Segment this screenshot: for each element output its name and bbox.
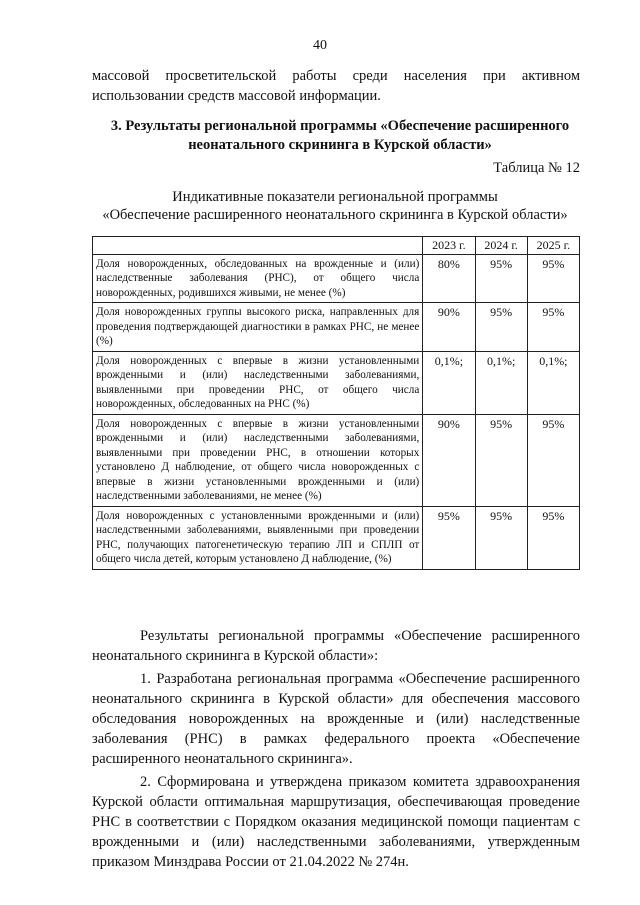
intro-paragraph: массовой просветительской работы среди населения при активном использовании средств массовой информации. — [92, 68, 580, 104]
header-2024: 2024 г. — [475, 237, 527, 255]
section-title: 3. Результаты региональной программы «Обеспечение расширенного неонатального скрининга в Курской области» — [110, 118, 570, 153]
results-item-2: 2. Сформирована и утверждена приказом комитета здравоохранения Курской области оптимальная маршрутизация, обеспечивающая проведение РНС в соответствии с Порядком оказания медицинской помощи пациентам с врожденными и (или) наследственными заболеваниями, утвержденным приказом Минздрава России от 21.04.2022 № 274н. — [92, 774, 580, 870]
value-2023: 80% — [423, 254, 475, 303]
results-intro: Результаты региональной программы «Обеспечение расширенного неонатального скрининга в Курской области»: — [92, 628, 580, 664]
value-2024: 95% — [475, 254, 527, 303]
page-number: 40 — [313, 38, 327, 53]
value-2025: 0,1%; — [527, 351, 579, 414]
header-2025: 2025 г. — [527, 237, 579, 255]
indicator-label: Доля новорожденных группы высокого риска, направленных для проведения подтверждающей диагностики в рамках РНС, не менее (%) — [93, 303, 423, 352]
results-section — [92, 626, 580, 875]
table-caption-line2: «Обеспечение расширенного неонатального скрининга в Курской области» — [102, 207, 568, 223]
header-2023: 2023 г. — [423, 237, 475, 255]
indicators-table — [92, 236, 580, 570]
indicator-label: Доля новорожденных с впервые в жизни установленными врожденными и (или) наследственными заболеваниями, выявленными при проведении РНС, в отношении которых установлено Д наблюдение, от общего числа новорожденных с впервые в жизни установленными врожденными и (или) наследственными заболеваниями, не менее (%) — [93, 414, 423, 506]
value-2023: 90% — [423, 303, 475, 352]
table-row — [93, 254, 580, 303]
table-header-row — [93, 237, 580, 255]
value-2025: 95% — [527, 414, 579, 506]
value-2023: 0,1%; — [423, 351, 475, 414]
value-2024: 0,1%; — [475, 351, 527, 414]
indicator-label: Доля новорожденных с установленными врожденными и (или) наследственными заболеваниями, выявленными при проведении РНС, получающих патогенетическую терапию ЛП и СПЛП от общего числа детей, которым установлено Д наблюдение, (%) — [93, 506, 423, 569]
table-caption — [80, 188, 590, 224]
table-row — [93, 414, 580, 506]
value-2023: 95% — [423, 506, 475, 569]
value-2024: 95% — [475, 506, 527, 569]
table-caption-line1: Индикативные показатели региональной программы — [172, 189, 498, 205]
table-label: Таблица № 12 — [493, 160, 580, 176]
value-2025: 95% — [527, 254, 579, 303]
value-2025: 95% — [527, 506, 579, 569]
indicator-label: Доля новорожденных, обследованных на врожденные и (или) наследственные заболевания (РНС), от общего числа новорожденных, родившихся живыми, не менее (%) — [93, 254, 423, 303]
value-2024: 95% — [475, 414, 527, 506]
table-row — [93, 351, 580, 414]
results-item-1: 1. Разработана региональная программа «Обеспечение расширенного неонатального скрининга в Курской области» для обеспечения массового обследования новорожденных на врожденные и (или) наследственные заболевания (РНС) в рамках федерального проекта «Обеспечение расширенного неонатального скрининга». — [92, 671, 580, 767]
indicator-label: Доля новорожденных с впервые в жизни установленными врожденными и (или) наследственными заболеваниями, выявленными при проведении РНС, от общего числа новорожденных, обследованных на РНС (%) — [93, 351, 423, 414]
table-row — [93, 506, 580, 569]
table-row — [93, 303, 580, 352]
value-2024: 95% — [475, 303, 527, 352]
value-2025: 95% — [527, 303, 579, 352]
value-2023: 90% — [423, 414, 475, 506]
header-indicator — [93, 237, 423, 255]
